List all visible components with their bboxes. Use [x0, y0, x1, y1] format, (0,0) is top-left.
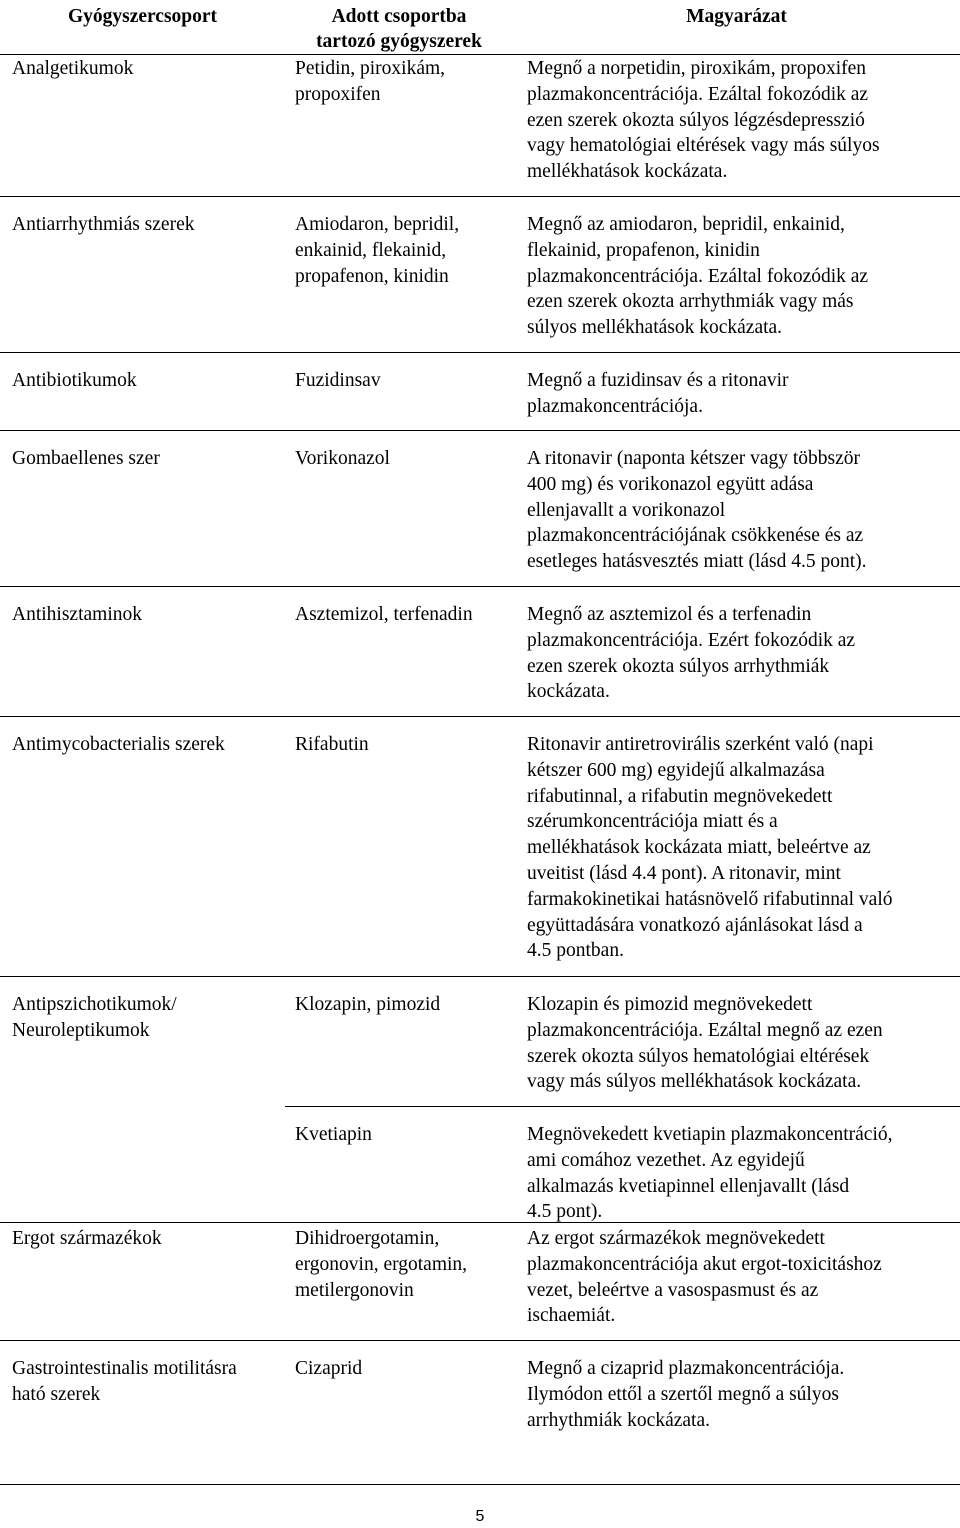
- text-line: Ergot származékok: [12, 1228, 162, 1249]
- table-row-explanation: [527, 602, 855, 705]
- text-line: ható szerek: [12, 1383, 101, 1405]
- text-line: enkainid, flekainid,: [295, 239, 447, 261]
- header-group: Gyógyszercsoport: [67, 6, 218, 27]
- text-line: Antipszichotikumok/: [12, 994, 177, 1015]
- table-row-drugs: [295, 212, 459, 289]
- text-line: Amiodaron, bepridil,: [295, 214, 460, 235]
- table-row-group: [12, 368, 137, 394]
- header-drugs: [285, 4, 513, 54]
- table-row-group: [12, 212, 194, 238]
- text-line: szérumkoncentrációja miatt és a: [527, 811, 778, 833]
- text-line: Megnövekedett kvetiapin plazmakoncentráció,: [527, 1124, 893, 1145]
- row-divider: [0, 352, 960, 353]
- text-line: uveitist (lásd 4.4 pont). A ritonavir, mint: [527, 862, 841, 884]
- row-divider: [285, 1106, 960, 1107]
- text-line: ami comához vezethet. Az egyidejű: [527, 1149, 805, 1171]
- table-row-drugs: [295, 1122, 372, 1148]
- text-line: plazmakoncentrációja. Ezáltal megnő az ezen: [527, 1019, 883, 1041]
- table-row-explanation: [527, 992, 883, 1095]
- text-line: 4.5 pontban.: [527, 940, 624, 962]
- text-line: alkalmazás kvetiapinnel ellenjavallt (lásd: [527, 1175, 850, 1197]
- text-line: Gastrointestinalis motilitásra: [12, 1358, 237, 1379]
- text-line: plazmakoncentrációja. Ezáltal fokozódik az: [527, 83, 869, 105]
- table-row-drugs: [295, 446, 390, 472]
- header-drugs-line1: Adott csoportba: [331, 6, 467, 27]
- table-row-drugs: [295, 56, 445, 108]
- table-row-explanation: [527, 446, 867, 575]
- text-line: Dihidroergotamin,: [295, 1228, 440, 1249]
- text-line: ezen szerek okozta súlyos légzésdepresszió: [527, 109, 865, 131]
- table-row-drugs: [295, 602, 473, 628]
- text-line: Klozapin és pimozid megnövekedett: [527, 994, 813, 1015]
- page-number: 5: [475, 1508, 485, 1525]
- text-line: Gombaellenes szer: [12, 448, 160, 469]
- text-line: ellenjavallt a vorikonazol: [527, 499, 726, 521]
- text-line: Az ergot származékok megnövekedett: [527, 1228, 825, 1249]
- table-bottom-rule: [0, 1484, 960, 1485]
- text-line: Megnő az asztemizol és a terfenadin: [527, 604, 812, 625]
- table-row-explanation: [527, 1122, 892, 1225]
- row-divider: [0, 716, 960, 717]
- header-explanation: Magyarázat: [686, 6, 787, 27]
- table-row-group: [12, 1226, 162, 1252]
- row-divider: [0, 430, 960, 431]
- text-line: rifabutinnal, a rifabutin megnövekedett: [527, 785, 833, 807]
- text-line: plazmakoncentrációja. Ezért fokozódik az: [527, 629, 856, 651]
- text-line: Megnő az amiodaron, bepridil, enkainid,: [527, 214, 845, 235]
- row-divider: [0, 976, 960, 977]
- text-line: kétszer 600 mg) egyidejű alkalmazása: [527, 759, 825, 781]
- row-divider: [0, 586, 960, 587]
- table-row-drugs: [295, 368, 381, 394]
- text-line: szerek okozta súlyos hematológiai eltérések: [527, 1045, 870, 1067]
- text-line: Petidin, piroxikám,: [295, 58, 446, 79]
- text-line: propafenon, kinidin: [295, 265, 449, 287]
- text-line: Vorikonazol: [295, 448, 390, 469]
- text-line: Analgetikumok: [12, 58, 134, 79]
- table-row-explanation: [527, 732, 893, 964]
- table-row-drugs: [295, 1226, 467, 1303]
- text-line: vagy hematológiai eltérések vagy más súlyos: [527, 135, 880, 157]
- table-row-group: [12, 56, 133, 82]
- text-line: Ritonavir antiretrovirális szerként való (napi: [527, 734, 874, 755]
- text-line: Megnő a fuzidinsav és a ritonavir: [527, 370, 789, 391]
- text-line: ischaemiát.: [527, 1305, 616, 1327]
- text-line: Antihisztaminok: [12, 604, 142, 625]
- text-line: arrhythmiák kockázata.: [527, 1409, 710, 1431]
- text-line: Antimycobacterialis szerek: [12, 734, 225, 755]
- text-line: plazmakoncentrációja. Ezáltal fokozódik az: [527, 265, 869, 287]
- text-line: 400 mg) és vorikonazol együtt adása: [527, 473, 814, 495]
- text-line: mellékhatások kockázata.: [527, 161, 728, 183]
- text-line: Klozapin, pimozid: [295, 994, 441, 1015]
- table-row-explanation: [527, 1356, 844, 1433]
- text-line: A ritonavir (naponta kétszer vagy többször: [527, 448, 861, 469]
- row-divider: [0, 1340, 960, 1341]
- text-line: Antibiotikumok: [12, 370, 137, 391]
- text-line: ergonovin, ergotamin,: [295, 1253, 468, 1275]
- text-line: együttadására vonatkozó ajánlásokat lásd a: [527, 914, 863, 936]
- text-line: kockázata.: [527, 681, 610, 703]
- text-line: vezet, beleértve a vasospasmust és az: [527, 1279, 819, 1301]
- table-row-drugs: [295, 992, 440, 1018]
- table-row-group: [12, 602, 142, 628]
- text-line: Rifabutin: [295, 734, 369, 755]
- table-row-explanation: [527, 1226, 882, 1329]
- text-line: Fuzidinsav: [295, 370, 381, 391]
- text-line: plazmakoncentrációja akut ergot-toxicitáshoz: [527, 1253, 882, 1275]
- text-line: súlyos mellékhatások kockázata.: [527, 317, 783, 339]
- text-line: flekainid, propafenon, kinidin: [527, 239, 760, 261]
- text-line: metilergonovin: [295, 1279, 414, 1301]
- text-line: esetleges hatásvesztés miatt (lásd 4.5 pont).: [527, 551, 867, 573]
- text-line: Megnő a norpetidin, piroxikám, propoxifen: [527, 58, 867, 79]
- text-line: ezen szerek okozta arrhythmiák vagy más: [527, 291, 854, 313]
- text-line: Kvetiapin: [295, 1124, 372, 1145]
- table-row-group: [12, 732, 225, 758]
- table-row-explanation: [527, 212, 868, 341]
- text-line: Neuroleptikumok: [12, 1019, 150, 1041]
- table-row-explanation: [527, 368, 789, 420]
- text-line: Ilymódon ettől a szertől megnő a súlyos: [527, 1383, 839, 1405]
- text-line: propoxifen: [295, 83, 381, 105]
- table-row-explanation: [527, 56, 880, 185]
- table-row-drugs: [295, 732, 369, 758]
- table-row-group: [12, 992, 177, 1044]
- table-row-drugs: [295, 1356, 362, 1382]
- header-rule: [0, 54, 960, 55]
- text-line: Antiarrhythmiás szerek: [12, 214, 195, 235]
- text-line: ezen szerek okozta súlyos arrhythmiák: [527, 655, 830, 677]
- text-line: plazmakoncentrációja.: [527, 395, 703, 417]
- table-row-group: [12, 446, 160, 472]
- text-line: Cizaprid: [295, 1358, 363, 1379]
- text-line: Asztemizol, terfenadin: [295, 604, 473, 625]
- row-divider: [0, 196, 960, 197]
- text-line: 4.5 pont).: [527, 1201, 603, 1223]
- text-line: mellékhatások kockázata miatt, beleértve az: [527, 837, 871, 859]
- text-line: plazmakoncentrációjának csökkenése és az: [527, 525, 864, 547]
- row-divider: [0, 1222, 960, 1223]
- header-drugs-line2: tartozó gyógyszerek: [316, 31, 482, 52]
- table-row-group: [12, 1356, 237, 1408]
- text-line: farmakokinetikai hatásnövelő rifabutinnal való: [527, 888, 893, 910]
- text-line: vagy más súlyos mellékhatások kockázata.: [527, 1071, 862, 1093]
- text-line: Megnő a cizaprid plazmakoncentrációja.: [527, 1358, 845, 1379]
